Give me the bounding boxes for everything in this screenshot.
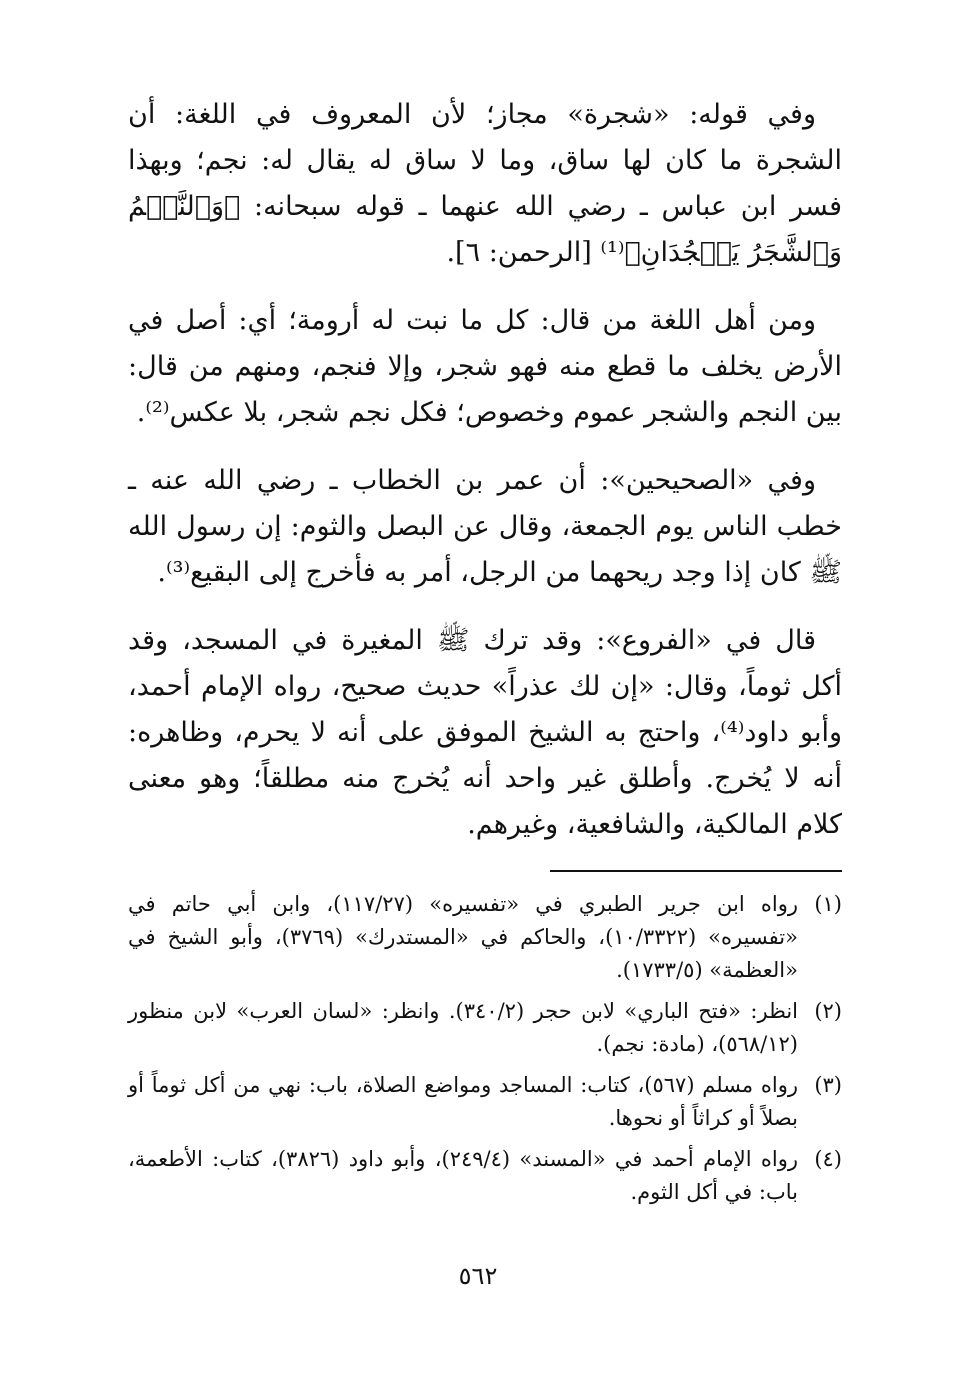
paragraph-3: وفي «الصحيحين»: أن عمر بن الخطاب ـ رضي الله عنه ـ خطب الناس يوم الجمعة، وقال عن البصل والثوم: إن رسول الله ﷺ كان إذا وجد ريحهما من الرجل، أمر به فأخرج إلى البقيع⁽³⁾. bbox=[128, 465, 842, 588]
paragraph-2: ومن أهل اللغة من قال: كل ما نبت له أرومة؛ أي: أصل في الأرض يخلف ما قطع منه فهو شجر، وإلا فنجم، ومنهم من قال: بين النجم والشجر عموم وخصوص؛ فكل نجم شجر، بلا عكس⁽²⁾. bbox=[128, 305, 842, 428]
footnote-text: رواه الإمام أحمد في «المسند» (٢٤٩/٤)، وأبو داود (٣٨٢٦)، كتاب: الأطعمة، باب: في أكل الثوم. bbox=[128, 1147, 798, 1204]
footnote-text: رواه ابن جرير الطبري في «تفسيره» (١١٧/٢٧)، وابن أبي حاتم في «تفسيره» (١٠/٣٣٢٢)، والحاكم في «المستدرك» (٣٧٦٩)، وأبو الشيخ في «العظمة» (١٧٣٣/٥). bbox=[128, 892, 799, 982]
footnote-divider bbox=[550, 870, 842, 872]
paragraph-1: وفي قوله: «شجرة» مجاز؛ لأن المعروف في اللغة: أن الشجرة ما كان لها ساق، وما لا ساق له يقال له: نجم؛ وبهذا فسر ابن عباس ـ رضي الله عنهما ـ قوله سبحانه: ﴿وَٱلنَّجۡمُ وَٱلشَّجَرُ يَسۡجُدَانِ﴾⁽¹⁾ [الرحمن: ٦]. bbox=[128, 99, 842, 268]
footnote-number: (٣) bbox=[814, 1073, 842, 1097]
footnote-3 bbox=[128, 1069, 842, 1135]
page-number: ٥٦٢ bbox=[458, 1262, 498, 1290]
page-body bbox=[128, 92, 842, 1217]
footnote-number: (٤) bbox=[814, 1147, 842, 1171]
footnote-text: انظر: «فتح الباري» لابن حجر (٣٤٠/٢). وانظر: «لسان العرب» لابن منظور (٥٦٨/١٢)، (مادة: نجم). bbox=[128, 999, 798, 1056]
paragraph-4: قال في «الفروع»: وقد ترك ﷺ المغيرة في المسجد، وقد أكل ثوماً، وقال: «إن لك عذراً» حديث صحيح، رواه الإمام أحمد، وأبو داود⁽⁴⁾، واحتج به الشيخ الموفق على أنه لا يحرم، وظاهره: أنه لا يُخرج. وأطلق غير واحد أنه يُخرج منه مطلقاً؛ وهو معنى كلام المالكية، والشافعية، وغيرهم. bbox=[128, 625, 842, 840]
footnote-1 bbox=[128, 888, 842, 987]
footnote-number: (١) bbox=[814, 892, 842, 916]
footnote-number: (٢) bbox=[814, 999, 842, 1023]
footnote-2 bbox=[128, 995, 842, 1061]
footnote-4 bbox=[128, 1143, 842, 1209]
footnote-text: رواه مسلم (٥٦٧)، كتاب: المساجد ومواضع الصلاة، باب: نهي من أكل ثوماً أو بصلاً أو كراثاً أو نحوها. bbox=[128, 1073, 798, 1130]
